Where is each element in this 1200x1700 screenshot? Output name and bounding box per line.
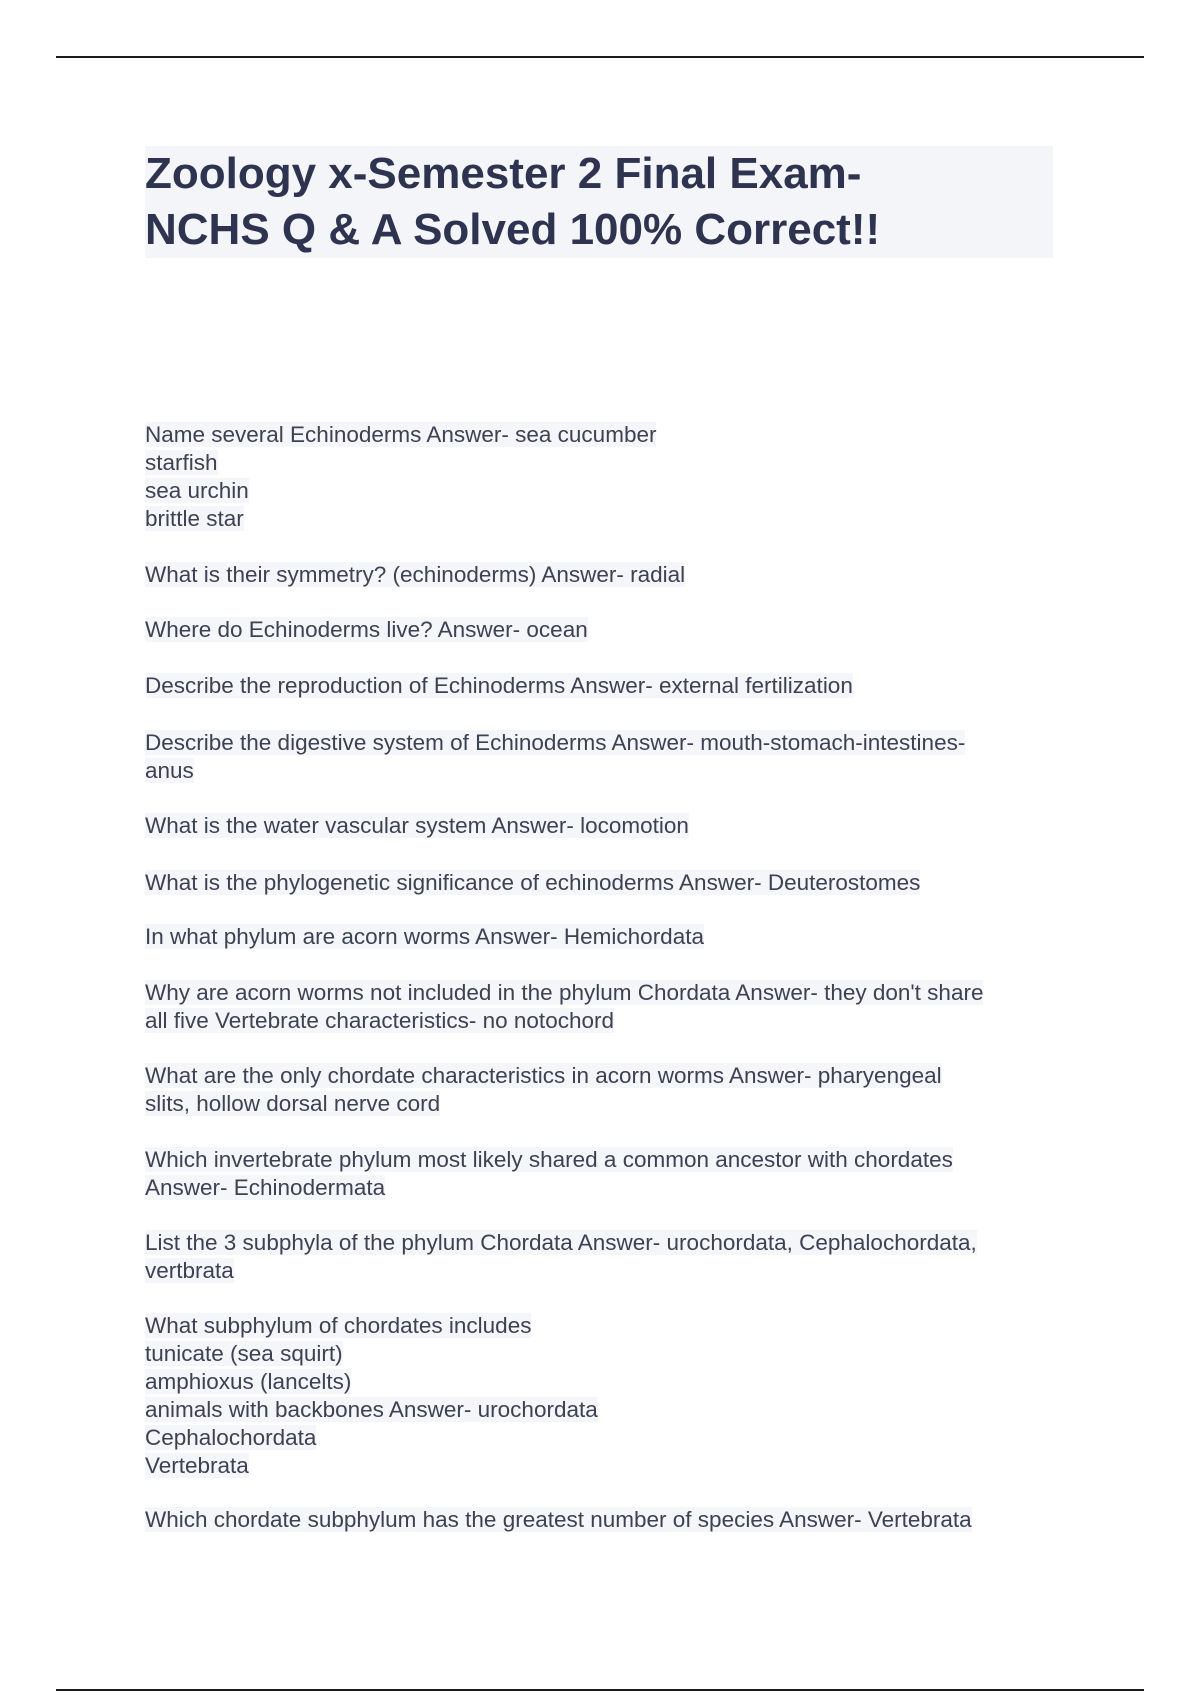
qa-line: [145, 449, 1065, 477]
title-line-2: NCHS Q & A Solved 100% Correct!!: [145, 205, 881, 254]
qa-line-text: Where do Echinoderms live? Answer- ocean: [145, 617, 588, 642]
qa-line-text: all five Vertebrate characteristics- no notochord: [145, 1008, 614, 1033]
qa-line: [145, 1229, 1065, 1257]
qa-item: [145, 979, 1065, 1035]
qa-line: [145, 1257, 1065, 1285]
qa-line-text: Which chordate subphylum has the greatest number of species Answer- Vertebrata: [145, 1507, 972, 1532]
qa-line: [145, 757, 1065, 785]
qa-line-text: List the 3 subphyla of the phylum Chordata Answer- urochordata, Cephalochordata,: [145, 1230, 977, 1255]
qa-line: [145, 672, 1065, 700]
qa-line: [145, 1424, 1065, 1452]
qa-line: [145, 812, 1065, 840]
qa-line-text: animals with backbones Answer- urochordata: [145, 1397, 598, 1422]
qa-line: [145, 1396, 1065, 1424]
qa-item: [145, 616, 1065, 644]
qa-line-text: What is the water vascular system Answer- locomotion: [145, 813, 689, 838]
qa-line-text: Describe the digestive system of Echinoderms Answer- mouth-stomach-intestines-: [145, 730, 966, 755]
qa-line-text: In what phylum are acorn worms Answer- Hemichordata: [145, 924, 704, 949]
qa-line: [145, 1090, 1065, 1118]
qa-line-text: brittle star: [145, 506, 244, 531]
qa-line: [145, 1452, 1065, 1480]
qa-item: [145, 1146, 1065, 1202]
qa-line: [145, 1062, 1065, 1090]
qa-line-text: anus: [145, 758, 194, 783]
qa-line-text: Answer- Echinodermata: [145, 1175, 386, 1200]
qa-item: [145, 923, 1065, 951]
qa-item: [145, 1062, 1065, 1118]
qa-line: [145, 1312, 1065, 1340]
qa-line-text: Why are acorn worms not included in the phylum Chordata Answer- they don't share: [145, 980, 984, 1005]
top-rule: [56, 56, 1144, 58]
qa-line-text: What are the only chordate characteristics in acorn worms Answer- pharyengeal: [145, 1063, 942, 1088]
qa-line: [145, 729, 1065, 757]
qa-line: [145, 979, 1065, 1007]
qa-line-text: Describe the reproduction of Echinoderms Answer- external fertilization: [145, 673, 853, 698]
bottom-rule: [56, 1689, 1144, 1691]
qa-line: [145, 477, 1065, 505]
qa-item: [145, 869, 1065, 897]
qa-line-text: What is the phylogenetic significance of echinoderms Answer- Deuterostomes: [145, 870, 921, 895]
qa-line: [145, 869, 1065, 897]
qa-line-text: Cephalochordata: [145, 1425, 317, 1450]
qa-line-text: starfish: [145, 450, 218, 475]
qa-line: [145, 923, 1065, 951]
qa-line-text: sea urchin: [145, 478, 249, 503]
qa-line-text: slits, hollow dorsal nerve cord: [145, 1091, 441, 1116]
qa-item: [145, 1312, 1065, 1480]
qa-line: [145, 1340, 1065, 1368]
qa-line: [145, 561, 1065, 589]
qa-line-text: What subphylum of chordates includes: [145, 1313, 532, 1338]
qa-line-text: Name several Echinoderms Answer- sea cucumber: [145, 422, 657, 447]
qa-item: [145, 729, 1065, 785]
qa-line-text: tunicate (sea squirt): [145, 1341, 343, 1366]
qa-item: [145, 1506, 1065, 1534]
qa-line: [145, 1506, 1065, 1534]
qa-line: [145, 505, 1065, 533]
qa-item: [145, 561, 1065, 589]
qa-line-text: Which invertebrate phylum most likely shared a common ancestor with chordates: [145, 1147, 953, 1172]
qa-line: [145, 1007, 1065, 1035]
qa-line: [145, 1146, 1065, 1174]
qa-line-text: Vertebrata: [145, 1453, 249, 1478]
qa-line: [145, 616, 1065, 644]
qa-item: [145, 672, 1065, 700]
qa-line: [145, 421, 1065, 449]
qa-line: [145, 1368, 1065, 1396]
qa-item: [145, 421, 1065, 533]
qa-line-text: amphioxus (lancelts): [145, 1369, 352, 1394]
qa-line: [145, 1174, 1065, 1202]
qa-item: [145, 1229, 1065, 1285]
qa-line-text: What is their symmetry? (echinoderms) Answer- radial: [145, 562, 686, 587]
document-title: [145, 146, 1053, 258]
title-line-1: Zoology x-Semester 2 Final Exam-: [145, 149, 862, 198]
qa-line-text: vertbrata: [145, 1258, 234, 1283]
qa-item: [145, 812, 1065, 840]
